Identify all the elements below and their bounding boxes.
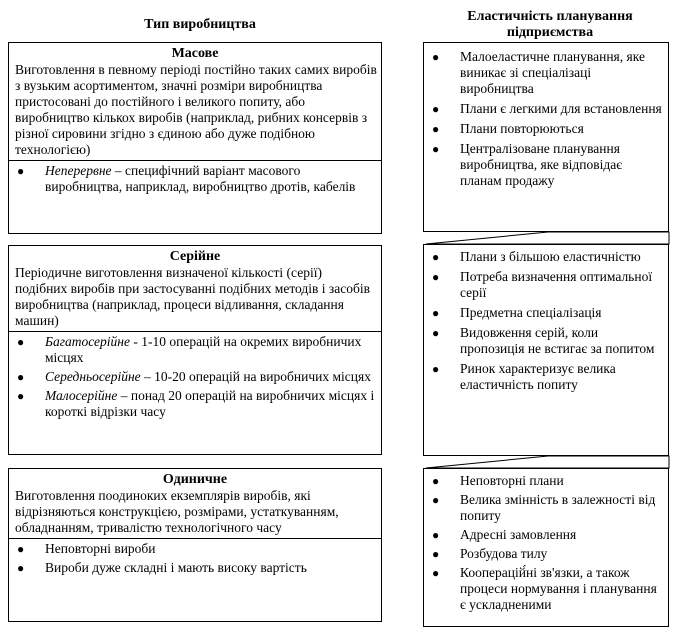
subtypes-list xyxy=(9,538,381,576)
subtypes-list xyxy=(9,160,381,195)
list-item xyxy=(430,527,664,543)
subtypes-list xyxy=(9,331,381,420)
elasticity-text: Плани є легкими для встановлення xyxy=(460,101,662,116)
bullet-icon: ● xyxy=(432,122,440,136)
subtype-text: Неповторні вироби xyxy=(45,541,156,556)
subtype-term: Неперервне xyxy=(45,163,112,178)
elasticity-text: Велика змінність в залежності від попиту xyxy=(460,492,656,523)
elasticity-text: Ринок характеризує велика еластичність попиту xyxy=(460,361,616,392)
left-column-header: Тип виробництва xyxy=(144,17,256,32)
bullet-icon: ● xyxy=(432,326,440,340)
bullet-icon: ● xyxy=(432,528,440,542)
section-title: Масове xyxy=(171,46,219,61)
list-item xyxy=(15,334,377,366)
subtype-text: – понад 20 операцій на виробничих місцях і короткі відрізки часу xyxy=(45,388,375,419)
mass-elasticity-box xyxy=(423,42,669,232)
section-title: Одиничне xyxy=(162,472,228,487)
section-description: Виготовлення поодиноких екземплярів виробів, які відрізняються конструкцією, розмірами, устаткуванням, обладнанням, тривалістю технологічного часу xyxy=(15,488,339,535)
list-item xyxy=(430,305,664,321)
bullet-icon: ● xyxy=(432,566,440,580)
subtype-term: Багатосерійне xyxy=(45,334,130,349)
bullet-icon: ● xyxy=(17,561,25,575)
bullet-icon: ● xyxy=(17,542,25,556)
list-item xyxy=(15,163,377,195)
elasticity-text: Централізоване планування виробництва, яке відповідає планам продажу xyxy=(460,141,623,188)
elasticity-text: Малоеластичне планування, яке виникає зі спеціалізаці виробництва xyxy=(460,49,645,96)
bullet-icon: ● xyxy=(17,335,25,349)
serial-production-box xyxy=(8,245,382,455)
list-item xyxy=(430,49,664,97)
connector-wedge-1 xyxy=(426,232,669,244)
elasticity-text: Предметна спеціалізація xyxy=(460,305,602,320)
bullet-icon: ● xyxy=(17,389,25,403)
list-item xyxy=(430,325,664,357)
bullet-icon: ● xyxy=(432,250,440,264)
unit-production-box xyxy=(8,468,382,622)
elasticity-text: Видовження серій, коли пропозиція не встигає за попитом xyxy=(460,325,655,356)
mass-production-box xyxy=(8,42,382,234)
subtype-term: Малосерійне xyxy=(45,388,118,403)
list-item xyxy=(430,473,664,489)
elasticity-text: Плани повторюються xyxy=(460,121,584,136)
bullet-icon: ● xyxy=(17,370,25,384)
list-item xyxy=(430,492,664,524)
section-description: Періодичне виготовлення визначеної кількості (серії) подібних виробів при застосуванні подібних методів і засобів виробництва (наприклад, процеси відливання, складання машин) xyxy=(15,265,370,328)
bullet-icon: ● xyxy=(432,142,440,156)
bullet-icon: ● xyxy=(432,493,440,507)
list-item xyxy=(15,560,377,576)
bullet-icon: ● xyxy=(432,102,440,116)
list-item xyxy=(15,541,377,557)
bullet-icon: ● xyxy=(432,50,440,64)
serial-elasticity-box xyxy=(423,244,669,456)
unit-elasticity-box xyxy=(423,468,669,627)
bullet-icon: ● xyxy=(432,474,440,488)
elasticity-text: Кооперацій́ні зв'язки, а також процеси нормування і планування є ускладненими xyxy=(460,565,657,612)
bullet-icon: ● xyxy=(432,270,440,284)
subtype-term: Середньосерійне xyxy=(45,369,141,384)
list-item xyxy=(430,101,664,117)
connector-wedge-2 xyxy=(426,456,669,468)
section-title: Серійне xyxy=(169,249,221,264)
right-column-header: Еластичність планування підприємства xyxy=(467,9,633,40)
list-item xyxy=(430,361,664,393)
elasticity-text: Розбудова тилу xyxy=(460,546,548,561)
list-item xyxy=(15,369,377,385)
bullet-icon: ● xyxy=(432,547,440,561)
bullet-icon: ● xyxy=(432,362,440,376)
bullet-icon: ● xyxy=(17,164,25,178)
subtype-text: – 10-20 операцій на виробничих місцях xyxy=(140,369,371,384)
list-item xyxy=(430,546,664,562)
elasticity-text: Потреба визначення оптимальної серії xyxy=(460,269,653,300)
subtype-text: Вироби дуже складні і мають високу вартість xyxy=(45,560,307,575)
list-item xyxy=(430,141,664,189)
subtype-text: - 1-10 операцій на окремих виробничих місцях xyxy=(45,334,362,365)
list-item xyxy=(15,388,377,420)
elasticity-text: Адресні замовлення xyxy=(460,527,577,542)
section-description: Виготовлення в певному періоді постійно таких самих виробів з вузьким асортиментом, значні розміри виробництва пристосовані до постійного і великого попиту, або виробництво кількох виробів (наприклад, рибних консервів з різної сировини згідно з єдиною або дуже подібною технологією) xyxy=(15,62,377,157)
bullet-icon: ● xyxy=(432,306,440,320)
list-item xyxy=(430,269,664,301)
subtype-text: – специфічний варіант масового виробництва, наприклад, виробництво дротів, кабелів xyxy=(45,163,356,194)
elasticity-text: Неповторні плани xyxy=(460,473,564,488)
list-item xyxy=(430,249,664,265)
list-item xyxy=(430,121,664,137)
list-item xyxy=(430,565,664,613)
elasticity-text: Плани з більшою еластичністю xyxy=(460,249,641,264)
